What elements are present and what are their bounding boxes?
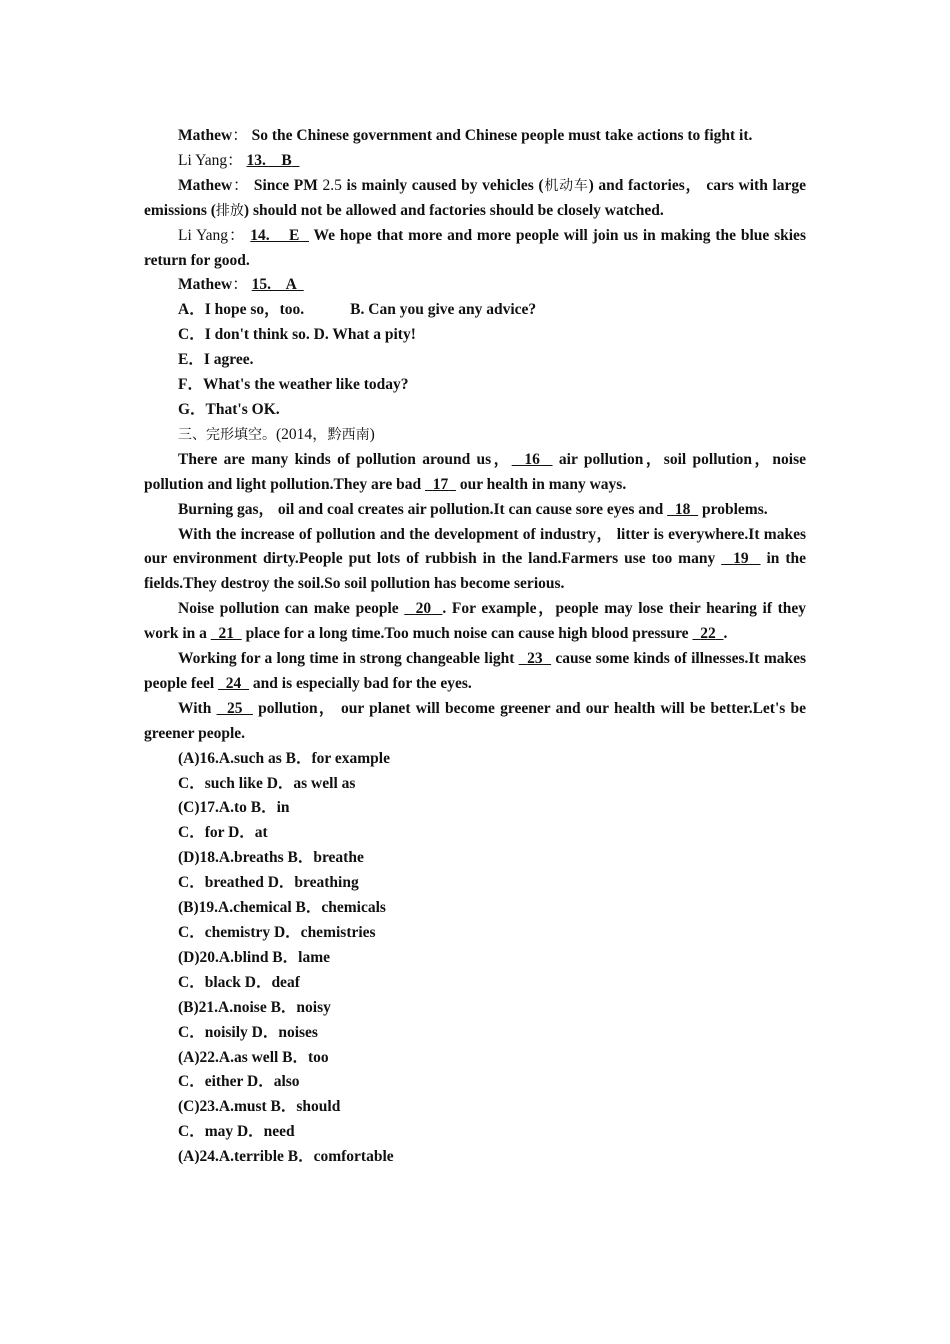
- blank-13: 13. B: [246, 151, 292, 169]
- blank-18: 18: [674, 500, 691, 518]
- answer-line: (C)17.A.to B．in: [178, 799, 290, 817]
- passage-paragraph-5: Working for a long time in strong changeable light 23 cause some kinds of illnesses.It makes people feel 24 and is especially bad for the eyes.: [144, 650, 807, 692]
- answer-line: C．for D．at: [178, 824, 268, 842]
- dialogue-line-14-pre: Mathew： Since PM 2.5 is mainly caused by vehicles (机动车) and factories， cars with large emissions (排放) should not be allowed and factories should be closely watched.: [144, 176, 807, 219]
- dialogue-line-13-pre: Mathew： So the Chinese government and Chinese people must take actions to fight it.: [178, 127, 753, 144]
- dialogue-line-13: Li Yang： 13. B: [178, 151, 292, 169]
- answer-line: C．chemistry D．chemistries: [178, 924, 376, 941]
- blank-16: 16: [524, 450, 540, 468]
- passage-paragraph-4: Noise pollution can make people 20 . For example，people may lose their hearing if they work in a 21 place for a long time.Too much noise can cause high blood pressure 22 .: [144, 600, 807, 643]
- answer-line: (C)23.A.must B．should: [178, 1098, 341, 1116]
- blank-22: 22: [700, 625, 716, 643]
- answer-line: (B)19.A.chemical B．chemicals: [178, 899, 386, 917]
- section-title: 三、完形填空。(2014，黔西南): [178, 425, 375, 443]
- answer-line: (D)18.A.breaths B．breathe: [178, 849, 364, 867]
- blank-25: 25: [226, 699, 243, 717]
- passage-paragraph-6: With 25 pollution， our planet will become greener and our health will be better.Let's be greener people.: [144, 699, 807, 742]
- option-e: E．I agree.: [178, 351, 254, 369]
- blank-20: 20: [415, 600, 432, 618]
- passage-paragraph-1: There are many kinds of pollution around us， 16 air pollution，soil pollution，noise pollution and light pollution.They are bad 17 our health in many ways.: [144, 450, 807, 493]
- blank-19: 19: [733, 550, 749, 568]
- answer-line: (B)21.A.noise B．noisy: [178, 998, 331, 1016]
- option-f: F．What's the weather like today?: [178, 376, 409, 394]
- blank-14: 14. E: [250, 226, 300, 244]
- answer-line: (A)24.A.terrible B．comfortable: [178, 1148, 394, 1166]
- answer-line: C．black D．deaf: [178, 973, 300, 991]
- option-g: G．That's OK.: [178, 400, 280, 418]
- answer-line: C．noisily D．noises: [178, 1023, 318, 1041]
- answer-line: C．may D．need: [178, 1123, 295, 1141]
- document-page: [144, 124, 806, 1170]
- blank-17: 17: [432, 475, 449, 493]
- dialogue-line-15: Mathew： 15. A: [178, 276, 296, 294]
- answer-line: C．such like D．as well as: [178, 774, 356, 792]
- answer-line: C．either D．also: [178, 1073, 300, 1091]
- answer-line: (A)22.A.as well B．too: [178, 1048, 329, 1066]
- blank-23: 23: [527, 650, 543, 668]
- blank-21: 21: [218, 625, 234, 643]
- passage-paragraph-3: With the increase of pollution and the development of industry， litter is everywhere.It makes our environment dirty.People put lots of rubbish in the land.Farmers use too many 19 in the fields.They destroy the soil.So soil pollution has become serious.: [144, 525, 807, 593]
- dialogue-line-14: Li Yang： 14. E We hope that more and more people will join us in making the blue skies return for good.: [144, 226, 806, 269]
- blank-24: 24: [225, 674, 242, 692]
- passage-paragraph-2: Burning gas， oil and coal creates air pollution.It can cause sore eyes and 18 problems.: [178, 500, 768, 518]
- answer-line: (A)16.A.such as B．for example: [178, 749, 390, 767]
- option-c-d: C．I don't think so. D. What a pity!: [178, 326, 416, 344]
- option-a-b: A．I hope so，too. B. Can you give any advice?: [178, 301, 537, 319]
- answer-line: (D)20.A.blind B．lame: [178, 948, 330, 966]
- blank-15: 15. A: [251, 276, 296, 294]
- answer-line: C．breathed D．breathing: [178, 874, 359, 892]
